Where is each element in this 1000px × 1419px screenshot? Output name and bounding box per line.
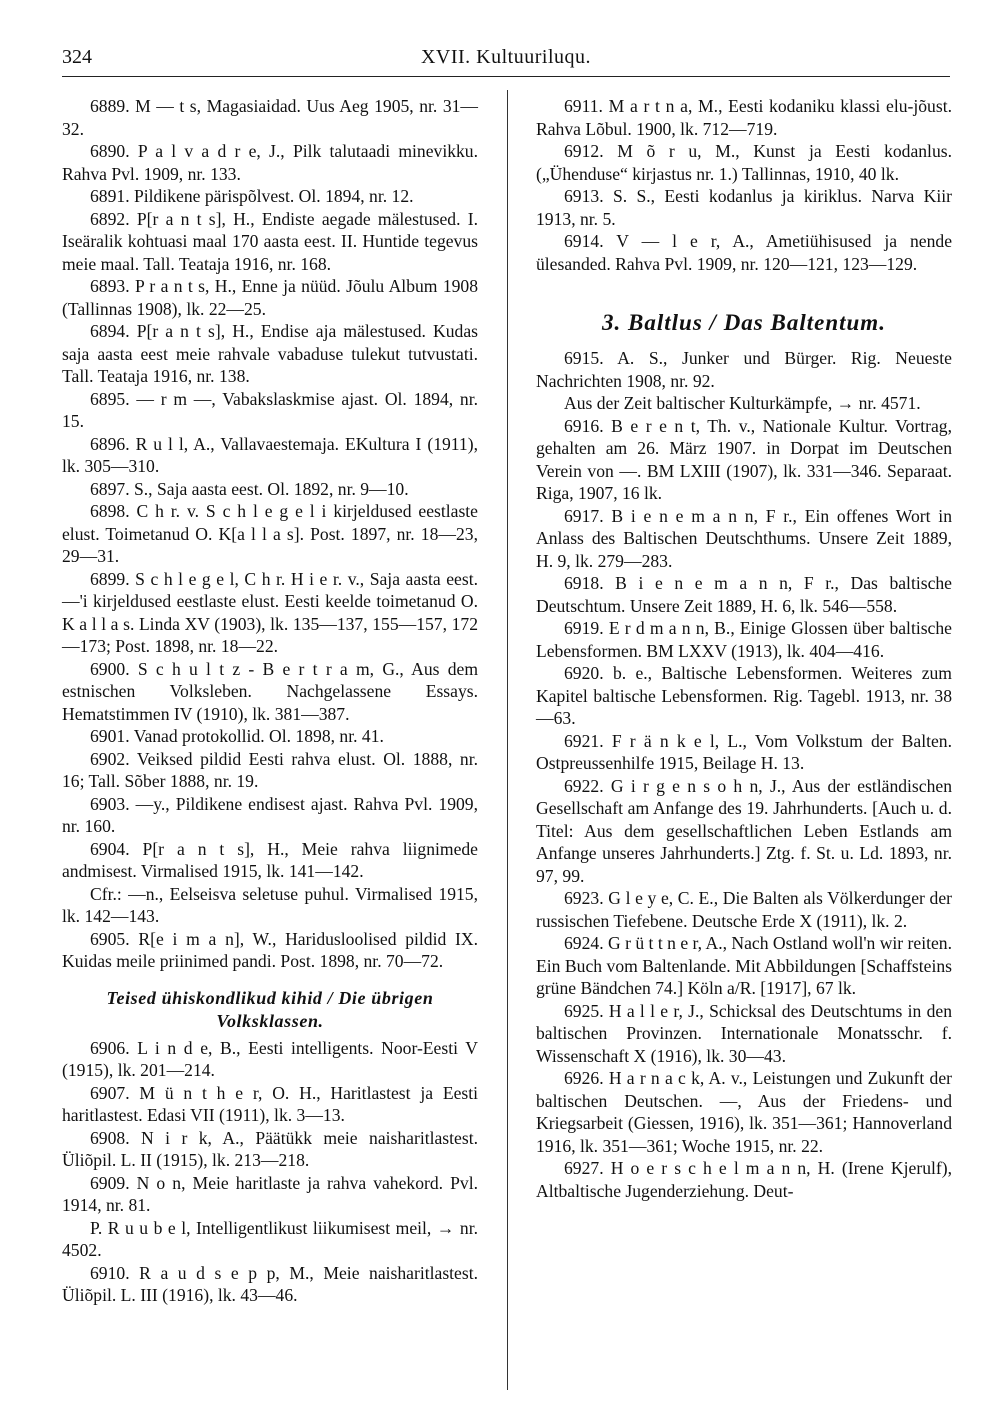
entry-text: (Irene Kjerulf), Altbaltische Jugenderziehung. Deut-	[536, 1158, 952, 1201]
entry-author: G l e y e, C. E.,	[608, 888, 719, 908]
entry-number: 6926.	[564, 1068, 604, 1088]
entry-author: P a l v a d r e, J.,	[137, 141, 285, 161]
entry-author: P[r a n t s], H.,	[136, 321, 254, 341]
entry-text: Die Balten als Völkerdunger der russischen Tiefebene. Deutsche Erde X (1911), lk. 2.	[536, 888, 952, 931]
column-rule	[507, 90, 508, 1390]
entry-author: B i e n e m a n n, F r.,	[611, 505, 797, 526]
entry-text: Schicksal des Deutschtums in den baltischen Provinzen. Internationale Monatsschr. f. Wissenschaft X (1916), lk. 30—43.	[536, 1000, 952, 1066]
entry-number: 6919.	[564, 618, 604, 638]
bibliography-entry	[536, 415, 952, 505]
entry-text: Endiste aegade mälestused. I. Iseäralik kohtuasi maal 170 aasta eest. II. Huntide tegevus meie maal. Tall. Teataja 1916, nr. 168.	[62, 208, 478, 274]
entry-author: V — l e r, A.,	[616, 231, 754, 251]
entry-text: Eesti intelligents. Noor-Eesti V (1915), lk. 201—214.	[62, 1037, 478, 1080]
section-heading: 3. Baltlus / Das Baltentum.	[602, 310, 886, 335]
entry-number: 6918.	[564, 573, 604, 593]
entry-text: kirjeldused eestlaste elust. Toimetanud O. K[a l l a s]. Post. 1897, nr. 18—23, 29—31.	[62, 501, 478, 566]
bibliography-entry	[62, 140, 478, 185]
entry-text: Vanad protokollid. Ol. 1898, nr. 41.	[133, 726, 384, 746]
entry-author: S. S.,	[612, 186, 656, 206]
entry-author: M a r t n a, M.,	[608, 96, 723, 116]
entry-text: Magasiaidad. Uus Aeg 1905, nr. 31—32.	[62, 96, 479, 139]
entry-text: Meie rahva liignimede andmisest. Virmalised 1915, lk. 141—142.	[62, 838, 478, 881]
bibliography-entry	[536, 1000, 952, 1068]
entry-number: 6924.	[564, 933, 604, 953]
bibliography-entry	[62, 208, 478, 276]
entry-number: 6922.	[564, 775, 604, 796]
entry-number: 6908.	[90, 1127, 130, 1148]
bibliography-entry	[536, 392, 952, 415]
page-header	[62, 44, 950, 77]
entry-text: Eesti kodaniku klassi elu-jõust. Rahva Lõbul. 1900, lk. 712—719.	[536, 96, 952, 139]
entry-number: 6921.	[564, 730, 604, 751]
entry-text: Cfr.: —n., Eelseisva seletuse puhul. Virmalised 1915, lk. 142—143.	[62, 883, 478, 926]
bibliography-entry	[62, 1082, 478, 1127]
entry-author: N i r k, A.,	[141, 1127, 244, 1148]
entry-author: N o n,	[136, 1172, 186, 1193]
entry-text: Vom Volkstum der Balten. Ostpreussenhilfe 1915, Beilage H. 13.	[536, 730, 952, 773]
right-entries-b	[536, 347, 952, 1202]
entry-number: 6896.	[90, 433, 130, 454]
entry-text: Saja aasta eest. —'i kirjeldused eestlaste elust. Eesti keelde toimetanud O. K a l l a s. Linda XV (1903), lk. 135—137, 155—157, 172—173; Post. 1898, nr. 18—22.	[62, 568, 478, 656]
bibliography-entry	[536, 775, 952, 888]
entry-number: 6914.	[564, 231, 604, 251]
entry-author: —y.,	[135, 793, 170, 814]
entry-text: Leistungen und Zukunft der baltischen Deutschen. —, Aus der Friedens- und Kriegsarbeit (Giessen, 1916), lk. 351—361; Hannoverland 1916, lk. 351—361; Woche 1915, nr. 22.	[536, 1068, 952, 1156]
bibliography-entry	[62, 388, 478, 433]
entry-number: 6910.	[90, 1262, 130, 1283]
bibliography-entry	[62, 478, 478, 501]
entry-author: S.,	[134, 478, 153, 499]
page-number: 324	[62, 46, 92, 68]
entry-text: Nationale Kultur. Vortrag, gehalten am 26. März 1907. in Dorpat im Deutschen Verein von —. BM LXIII (1907), lk. 331—346. Separaat. Riga, 1907, 16 lk.	[536, 415, 952, 503]
entry-number: 6913.	[564, 186, 604, 206]
entry-author: B e r e n t, Th. v.,	[611, 415, 756, 436]
bibliography-entry	[536, 617, 952, 662]
entry-author: G r ü t t n e r, A.,	[608, 933, 728, 953]
bibliography-entry	[536, 1157, 952, 1202]
right-column	[536, 95, 952, 1202]
entry-number: 6894.	[90, 321, 130, 341]
entry-number: 6906.	[90, 1037, 130, 1058]
entry-number: 6891.	[90, 186, 130, 206]
entry-text: Aus dem estnischen Volksleben. Nachgelassene Essays. Hematstimmen IV (1910), lk. 381—387.	[62, 658, 479, 724]
entry-author: P. R u u b e l,	[90, 1217, 191, 1238]
entry-number: 6917.	[564, 505, 604, 526]
bibliography-entry	[62, 275, 478, 320]
entry-number: 6925.	[564, 1000, 604, 1021]
entry-author: P[r a n t s], H.,	[142, 838, 289, 859]
bibliography-entry	[536, 140, 952, 185]
entry-number: 6927.	[564, 1158, 604, 1178]
entry-author: L i n d e, B.,	[137, 1037, 241, 1058]
bibliography-entry	[536, 95, 952, 140]
bibliography-entry	[62, 185, 478, 208]
entry-number: 6905.	[90, 928, 130, 949]
entry-text: Pilk talutaadi minevikku. Rahva Pvl. 1909, nr. 133.	[62, 141, 479, 184]
entry-author: P r a n t s, H.,	[134, 276, 237, 296]
bibliography-entry	[536, 347, 952, 392]
entry-number: 6895.	[90, 388, 130, 409]
bibliography-entry	[62, 658, 478, 726]
entry-number: 6890.	[90, 141, 130, 161]
entry-number: 6903.	[90, 793, 130, 814]
bibliography-entry	[62, 1127, 478, 1172]
entry-text: Kunst ja Eesti kodanlus. („Ühenduse“ kirjastus nr. 1.) Tallinnas, 1910, 40 lk.	[536, 141, 952, 184]
entry-author: M õ r u, M.,	[617, 141, 740, 161]
entry-text: Pildikene pärispõlvest. Ol. 1894, nr. 12.	[134, 186, 414, 206]
entry-author: P[r a n t s], H.,	[136, 208, 255, 229]
entry-text: Nach Ostland woll'n wir reiten. Ein Buch vom Baltenlande. Mit Abbildungen [Schaffsteins grüne Bändchen 74.] Köln a/R. [1917], 67 lk.	[536, 933, 953, 998]
entry-author: S c h l e g e l, C h r. H i e r. v.,	[135, 568, 365, 589]
left-entries-a	[62, 95, 478, 973]
entry-text: Ein offenes Wort in Anlass des Baltischen Deutschthums. Unsere Zeit 1889, H. 9, lk. 279—283.	[536, 505, 952, 571]
bibliography-entry	[536, 662, 952, 730]
entry-text: Päätükk meie naisharitlastest. Üliõpil. L. II (1915), lk. 213—218.	[62, 1127, 478, 1170]
bibliography-entry	[62, 883, 478, 928]
entry-number: 6923.	[564, 888, 604, 908]
entry-number: 6916.	[564, 415, 604, 436]
entry-author: — r m —,	[136, 388, 216, 409]
entry-text: Einige Glossen über baltische Lebensformen. BM LXXV (1913), lk. 404—416.	[536, 618, 952, 661]
bibliography-entry	[62, 928, 478, 973]
entry-author: b. e.,	[612, 663, 653, 683]
entry-text: Das baltische Deutschtum. Unsere Zeit 1889, H. 6, lk. 546—558.	[536, 573, 952, 616]
entry-text: Junker und Bürger. Rig. Neueste Nachrichten 1908, nr. 92.	[536, 348, 952, 391]
entry-author: R u l l, A.,	[135, 433, 215, 454]
entry-text: Veiksed pildid Eesti rahva elust. Ol. 1888, nr. 16; Tall. Sõber 1888, nr. 19.	[62, 748, 478, 791]
bibliography-entry	[62, 568, 478, 658]
bibliography-entry	[62, 1037, 478, 1082]
section-subheading: Teised ühiskondlikud kihid / Die übrigen Volksklassen.	[106, 987, 434, 1031]
bibliography-entry	[536, 185, 952, 230]
entry-author: H o e r s c h e l m a n n, H.	[610, 1158, 835, 1178]
entry-text: Enne ja nüüd. Jõulu Album 1908 (Tallinnas 1908), lk. 22—25.	[62, 276, 479, 319]
right-entries-a	[536, 95, 952, 275]
bibliography-entry	[62, 433, 478, 478]
bibliography-entry	[536, 230, 952, 275]
bibliography-entry	[62, 320, 478, 388]
entry-number: 6902.	[90, 748, 130, 769]
bibliography-entry	[62, 725, 478, 748]
entry-text: Pildikene endisest ajast. Rahva Pvl. 1909, nr. 160.	[62, 793, 478, 836]
bibliography-entry	[62, 838, 478, 883]
entry-number: 6909.	[90, 1172, 130, 1193]
entry-number: 6911.	[564, 96, 603, 116]
left-column	[62, 95, 478, 1307]
entry-number: 6915.	[564, 348, 604, 368]
entry-author: A. S.,	[617, 348, 668, 368]
entry-author: H a r n a c k, A. v.,	[608, 1068, 748, 1088]
bibliography-entry	[536, 1067, 952, 1157]
entry-number: 6901.	[90, 726, 130, 746]
bibliography-entry	[62, 1217, 478, 1262]
bibliography-entry	[536, 505, 952, 573]
bibliography-entry	[62, 1262, 478, 1307]
entry-author: H a l l e r, J.,	[608, 1000, 704, 1021]
entry-author: R[e i m a n], W.,	[138, 928, 277, 949]
entry-author: G i r g e n s o h n, J.,	[610, 775, 786, 796]
entry-text: Aus der Zeit baltischer Kulturkämpfe, → nr. 4571.	[564, 393, 921, 413]
entry-text: Baltische Lebensformen. Weiteres zum Kapitel baltische Lebensformen. Rig. Tagebl. 1913, nr. 38—63.	[536, 663, 952, 728]
entry-text: Haridusloolised pildid IX. Kuidas meile priinimed pandi. Post. 1898, nr. 70—72.	[62, 928, 478, 971]
entry-author: M — t s,	[135, 96, 202, 116]
entry-number: 6899.	[90, 568, 130, 589]
entry-text: Vabakslaskmise ajast. Ol. 1894, nr. 15.	[62, 388, 479, 431]
bibliography-entry	[536, 932, 952, 1000]
entry-number: 6897.	[90, 478, 130, 499]
left-entries-b	[62, 1037, 478, 1307]
entry-author: M ü n t h e r, O. H.,	[139, 1082, 321, 1103]
entry-author: E r d m a n n, B.,	[608, 618, 735, 638]
entry-text: Meie naisharitlastest. Üliõpil. L. III (1916), lk. 43—46.	[62, 1262, 479, 1305]
bibliography-entry	[536, 572, 952, 617]
entry-number: 6912.	[564, 141, 604, 161]
entry-text: Aus der estländischen Gesellschaft am Anfange des 19. Jahrhunderts. [Auch u. d. Titel: Aus dem gesellschaftlichen Leben Estlands am Anfange unseres Jahrhunderts.] Ztg. f. St. u. Ld. 1893, nr. 97, 99.	[536, 775, 952, 886]
entry-number: 6904.	[90, 838, 130, 859]
entry-author: S c h u l t z - B e r t r a m, G.,	[137, 658, 404, 679]
entry-author: F r ä n k e l, L.,	[611, 730, 747, 751]
bibliography-entry	[62, 1172, 478, 1217]
bibliography-entry	[62, 500, 478, 568]
bibliography-entry	[536, 730, 952, 775]
entry-author: B i e n e m a n n, F r.,	[615, 573, 839, 593]
bibliography-entry	[536, 887, 952, 932]
entry-number: 6892.	[90, 208, 130, 229]
entry-number: 6920.	[564, 663, 604, 683]
entry-text: Endise aja mälestused. Kudas saja aasta eest meie rahvale vabaduse tulekut tutvustati. Tall. Teataja 1916, nr. 138.	[62, 321, 478, 386]
entry-number: 6898.	[90, 501, 130, 521]
bibliography-entry	[62, 95, 478, 140]
entry-author: C h r. v. S c h l e g e l i	[136, 501, 327, 521]
bibliography-entry	[62, 793, 478, 838]
entry-number: 6900.	[90, 658, 130, 679]
entry-text: Intelligentlikust liikumisest meil, → nr. 4502.	[62, 1217, 478, 1260]
entry-text: Eesti kodanlus ja kiriklus. Narva Kiir 1913, nr. 5.	[536, 186, 952, 229]
entry-number: 6893.	[90, 276, 130, 296]
entry-text: Ametiühisused ja nende ülesanded. Rahva Pvl. 1909, nr. 120—121, 123—129.	[536, 231, 952, 274]
entry-number: 6889.	[90, 96, 130, 116]
entry-author: R a u d s e p p, M.,	[139, 1262, 314, 1283]
running-head: XVII. Kultuuriluqu.	[420, 46, 592, 68]
entry-text: Meie haritlaste ja rahva vahekord. Pvl. 1914, nr. 81.	[62, 1172, 478, 1215]
entry-number: 6907.	[90, 1082, 130, 1103]
bibliography-entry	[62, 748, 478, 793]
entry-text: Saja aasta eest. Ol. 1892, nr. 9—10.	[152, 478, 409, 499]
entry-text: Vallavaestemaja. EKultura I (1911), lk. 305—310.	[62, 433, 478, 476]
entry-text: Haritlastest ja Eesti haritlastest. Edasi VII (1911), lk. 3—13.	[62, 1082, 479, 1125]
